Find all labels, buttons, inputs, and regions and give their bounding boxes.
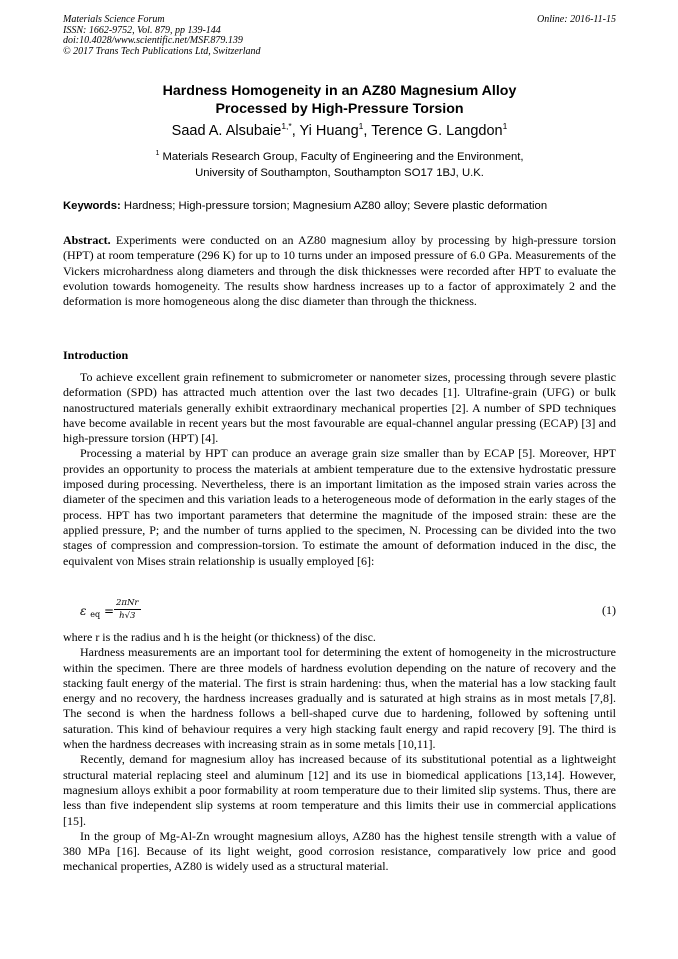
equation-number: (1) [602,603,616,617]
journal-issn: ISSN: 1662-9752, Vol. 879, pp 139-144 [63,24,221,36]
author-separator: , [363,123,372,139]
affiliation-marker: 1 [155,150,160,158]
title-line-2: Processed by High-Pressure Torsion [215,100,464,117]
fraction-denominator: h√3 [119,611,136,621]
journal-header [63,15,616,57]
journal-name: Materials Science Forum [63,14,165,25]
author-1-affil: 1,* [281,121,292,132]
online-date: Online: 2016-11-15 [537,14,616,25]
eq-subscript: eq [90,610,101,619]
introduction-body-part-2 [63,630,616,875]
introduction-body-part-1 [63,370,616,569]
fraction-numerator: 2πNr [116,598,139,608]
author-1: Saad A. Alsubaie [171,123,282,139]
journal-copyright: © 2017 Trans Tech Publications Ltd, Switzerland [63,45,261,57]
author-3-affil: 1 [502,121,508,132]
paragraph: Recently, demand for magnesium alloy has increased because of its substitutional potential as a lightweight structural material replacing steel and aluminum [12] and its use in biomedical applications [13,14]. However, magnesium alloys exhibit a poor formability at room temperature due to their limited slip systems. Thus, there are less than five independent slip systems at room temperature and this limits their use in commercial applications [15]. [63,752,616,828]
equation-1 [80,598,616,628]
section-heading-introduction: Introduction [63,348,129,362]
affiliation-line-2: University of Southampton, Southampton SO17 1BJ, U.K. [195,166,484,179]
abstract-text: Experiments were conducted on an AZ80 magnesium alloy by processing by high-pressure torsion (HPT) at room temperature (296 K) for up to 10 turns under an imposed pressure of 6.0 GPa. Measurements of the Vickers microhardness along diameters and through the disk thicknesses were recorded after HPT to evaluate the evolution towards homogeneity. The results show hardness increases up to a factor of approximately 2 and the deformation is more homogeneous along the disc diameter than through the thickness. [63,233,616,309]
paragraph: Processing a material by HPT can produce an average grain size smaller than by ECAP [5]. Moreover, HPT provides an opportunity to process the materials at ambient temperature due to the extensive hydrostatic pressure imposed during processing. Nevertheless, there is an important limitation as the imposed strain varies across the diameter of the specimen and this variation leads to a heterogeneous mode of deformation in the early stages of the process. HPT has two important parameters that determine the magnitude of the imposed strain: these are the applied pressure, P; and the number of turns applied to the specimen, N. Processing can be divided into the two stages of compression and compression-torsion. To estimate the amount of deformation induced in the disc, the equivalent von Mises strain relationship is usually employed [6]: [63,446,616,568]
epsilon-symbol: ε [80,604,87,618]
title-line-1: Hardness Homogeneity in an AZ80 Magnesium Alloy [162,83,517,99]
paragraph: where r is the radius and h is the height (or thickness) of the disc. [63,630,376,644]
affiliation-text-1: Materials Research Group, Faculty of Engineering and the Environment, [159,151,524,163]
author-3: Terence G. Langdon [371,123,503,139]
journal-doi: doi:10.4028/www.scientific.net/MSF.879.139 [63,35,243,47]
equation-fraction [114,598,141,621]
author-list [63,122,616,140]
paragraph: To achieve excellent grain refinement to submicrometer or nanometer sizes, processing through severe plastic deformation (SPD) has attracted much attention over the last two decades [1]. Ultrafine-grain (UFG) or bulk nanostructured materials generally exhibit extraordinary mechanical properties [2]. A number of SPD techniques have become available in recent years but the most favourable are equal-channel angular pressing (ECAP) [3] and high-pressure torsion (HPT) [4]. [63,370,616,446]
affiliation [63,150,616,181]
paragraph: In the group of Mg-Al-Zn wrought magnesium alloys, AZ80 has the highest tensile strength with a value of 380 MPa [16]. Because of its light weight, good corrosion resistance, comparatively low price and good mechanical properties, AZ80 is widely used as a structural material. [63,828,616,874]
paragraph: Hardness measurements are an important tool for determining the extent of homogeneity in the microstructure within the specimen. There are three models of hardness evolution depending on the nature of recovery and the stacking fault energy of the material. The first is strain hardening: thus, when the material has a low stacking fault energy and no recovery, the hardness increases gradually and is saturated at high strains as in most metals [7,8]. The second is when the hardness follows a bell-shaped curve due to hardening, followed by softening until saturation. This kind of behaviour requires a very high stacking fault energy and rapid recovery [9]. The third is when the hardness decreases with increasing strain as in some metals [10,11]. [63,645,616,752]
keywords-label: Keywords: [63,200,121,212]
author-2: Yi Huang [299,123,359,139]
abstract [63,233,616,309]
keywords-text: Hardness; High-pressure torsion; Magnesium AZ80 alloy; Severe plastic deformation [120,200,548,212]
affiliation-line-1 [63,150,616,166]
author-separator: , [291,123,300,139]
author-2-affil: 1 [358,121,364,132]
equals-sign: = [100,604,115,618]
abstract-label: Abstract. [63,233,111,247]
equation-lhs [80,604,114,618]
paper-title [63,83,616,118]
keywords [63,199,616,214]
